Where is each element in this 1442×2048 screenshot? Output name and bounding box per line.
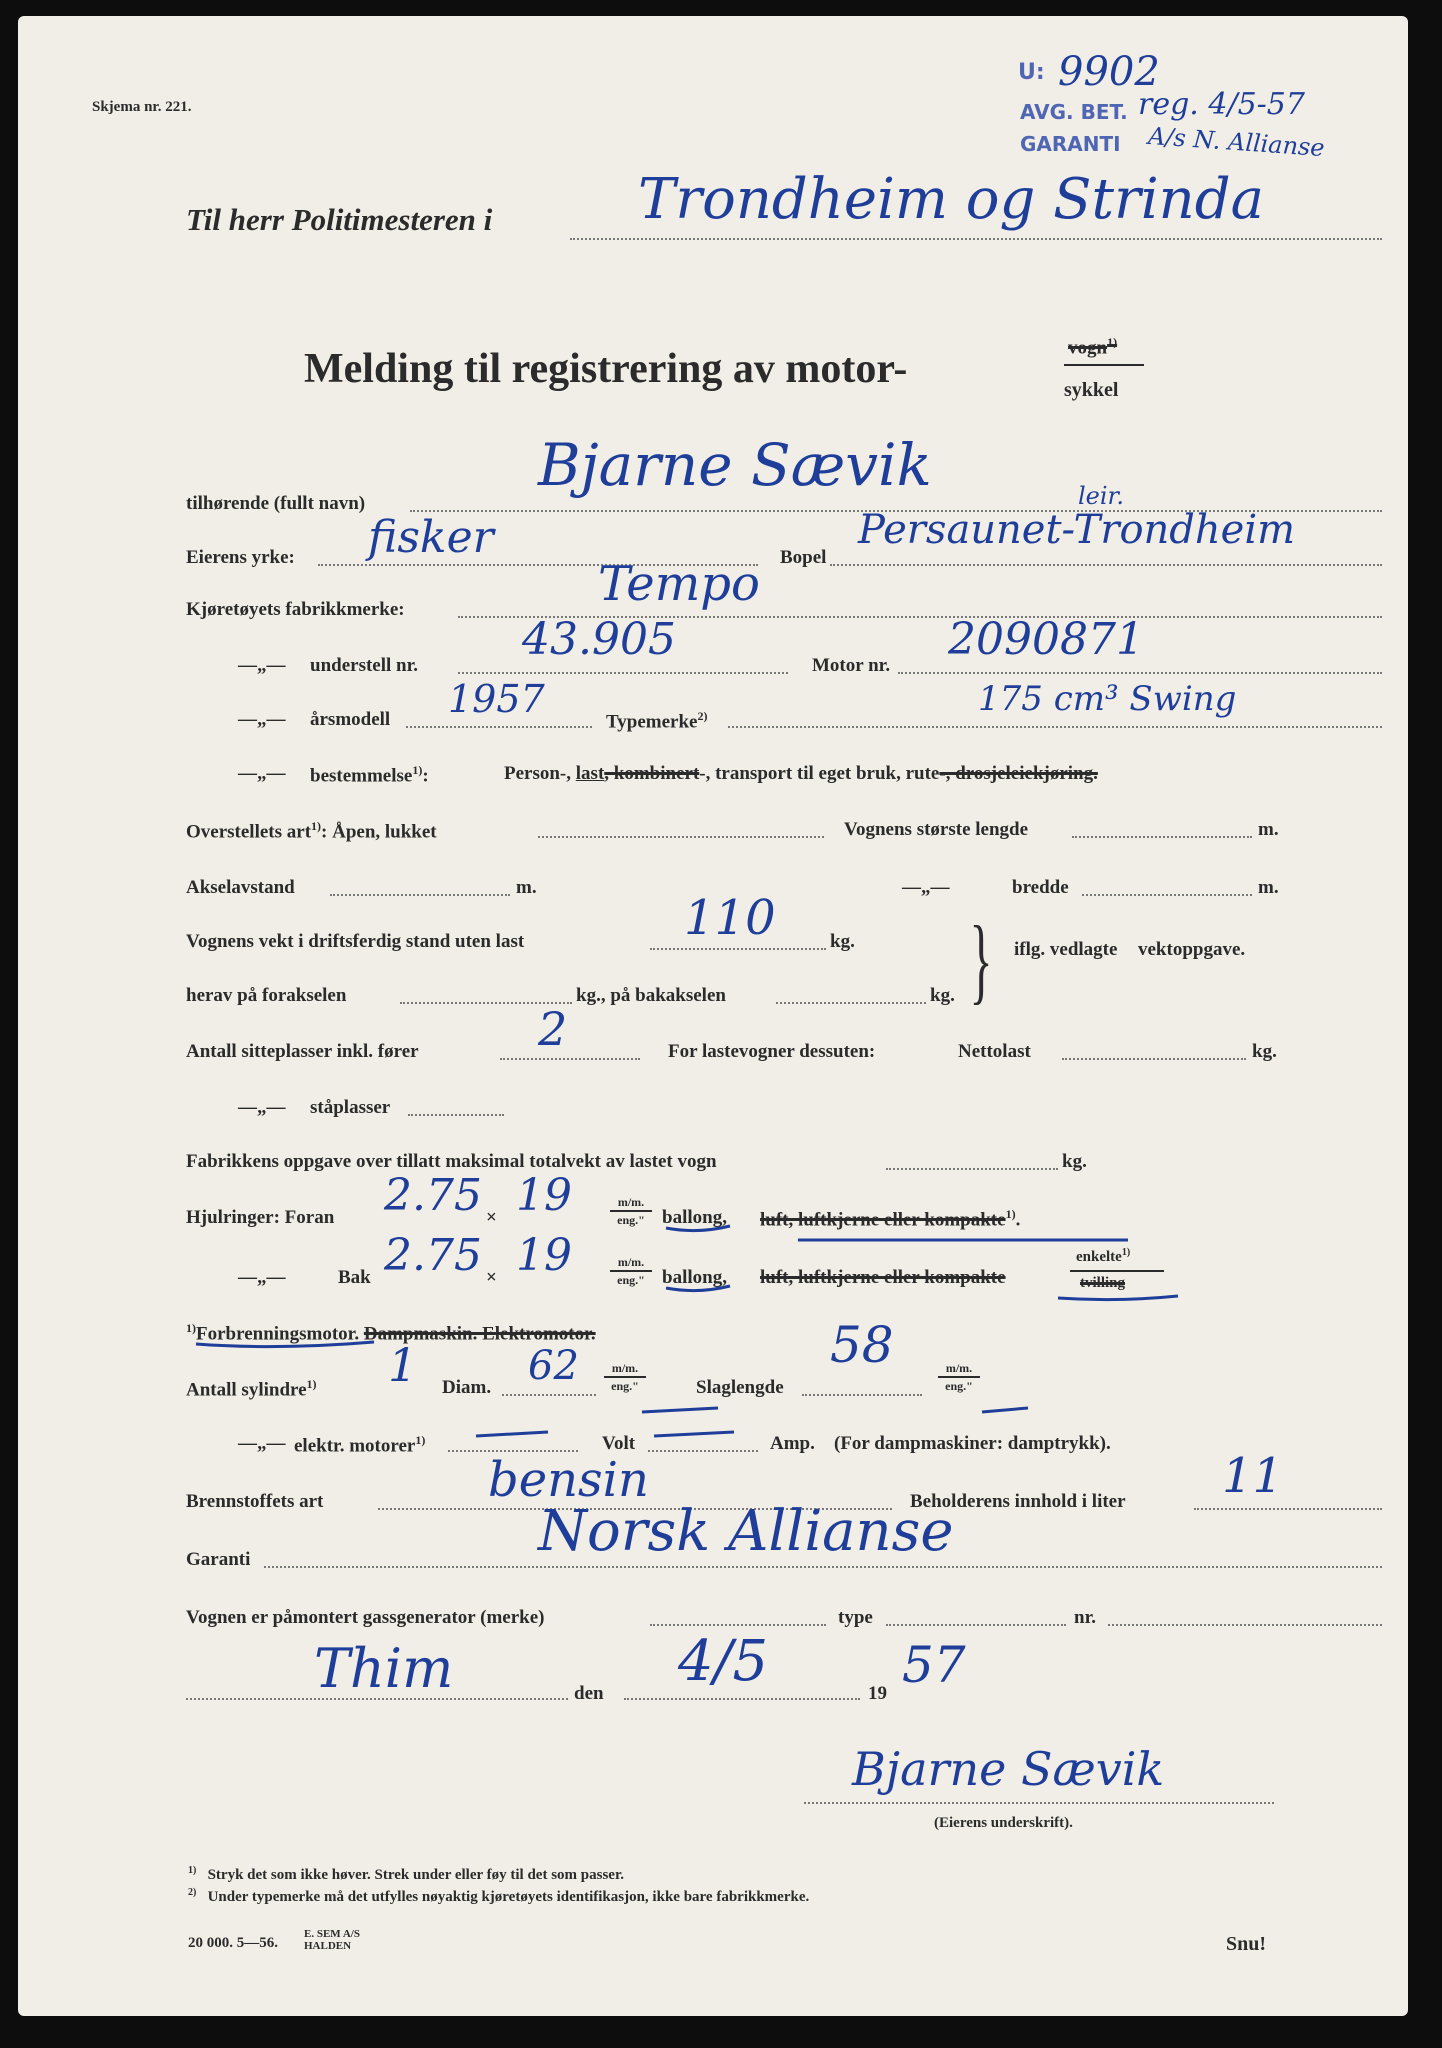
- date-value: 4/5: [678, 1629, 769, 1694]
- printer-mark: E. SEM A/S HALDEN: [304, 1928, 360, 1953]
- tank-value: 11: [1222, 1448, 1284, 1504]
- title-option-vogn: vogn$^{1)}$: [1068, 335, 1118, 359]
- engine-type: $^{1)}$Forbrenningsmotor. Dampmaskin. Elektromotor.: [186, 1321, 596, 1345]
- tank-label: Beholderens innhold i liter: [910, 1491, 1126, 1512]
- tires-rear-x: ×: [486, 1267, 497, 1288]
- form-title: Melding til registrering av motor-: [304, 346, 908, 392]
- tires-rear-size-a: 2.75: [384, 1230, 482, 1281]
- amp-label: Amp.: [770, 1433, 815, 1454]
- guarantee-value: Norsk Allianse: [538, 1499, 954, 1564]
- stroke-unit: m/m. eng.": [938, 1362, 980, 1392]
- tires-front-unit: m/m. eng.": [610, 1196, 652, 1226]
- tires-rear-balloon: ballong,: [662, 1267, 727, 1288]
- weight-bracket: }: [969, 906, 993, 1013]
- chassis-prefix: —„—: [238, 655, 286, 676]
- cylinders-value: 1: [388, 1338, 418, 1392]
- twin-strike-mark: [1058, 1296, 1178, 1300]
- tires-front-x: ×: [486, 1207, 497, 1228]
- occupation-value: fisker: [368, 512, 494, 563]
- tires-front-size-b: 19: [516, 1170, 572, 1221]
- owner-name-value: Bjarne Sævik: [538, 431, 932, 499]
- tires-front-label: Hjulringer: Foran: [186, 1207, 335, 1228]
- fuel-value: bensin: [488, 1452, 649, 1508]
- seats-label: Antall sitteplasser inkl. fører: [186, 1041, 419, 1062]
- residence-insert: leir.: [1078, 482, 1125, 510]
- tires-rear-twin: tvilling: [1080, 1275, 1126, 1291]
- chassis-value: 43.905: [522, 614, 676, 665]
- width-label: bredde: [1012, 877, 1069, 898]
- owner-name-label: tilhørende (fullt navn): [186, 493, 366, 514]
- axle-weight-unit1: kg., på bakakselen: [576, 985, 726, 1006]
- stroke-label: Slaglengde: [696, 1377, 784, 1398]
- stroke-unit-mark: [982, 1408, 1028, 1412]
- year-label: årsmodell: [310, 709, 391, 730]
- electric-prefix: —„—: [238, 1433, 286, 1454]
- guarantee-label: Garanti: [186, 1549, 251, 1570]
- weight-note-2: vektoppgave.: [1138, 939, 1246, 960]
- wheelbase-unit: m.: [516, 877, 537, 898]
- tires-rear-prefix: —„—: [238, 1267, 286, 1288]
- cargo-label: For lastevogner dessuten:: [668, 1041, 876, 1062]
- gas-generator-nr-label: nr.: [1074, 1607, 1097, 1628]
- make-label: Kjøretøyets fabrikkmerke:: [186, 599, 405, 620]
- tires-rear-label: Bak: [338, 1267, 371, 1288]
- purpose-label: bestemmelse$^{1)}$:: [310, 763, 429, 787]
- addressee-value: Trondheim og Strinda: [638, 167, 1264, 232]
- width-unit: m.: [1258, 877, 1279, 898]
- max-length-unit: m.: [1258, 819, 1279, 840]
- stamp-avg-bet: AVG. BET.: [1020, 100, 1128, 124]
- type-mark-label: Typemerke$^{2)}$: [606, 709, 708, 733]
- motor-nr-value: 2090871: [948, 614, 1144, 665]
- combustion-underline: [196, 1342, 374, 1347]
- type-mark-value: 175 cm³ Swing: [978, 679, 1237, 719]
- stamp-u-value: 9902: [1058, 49, 1160, 95]
- axle-weight-unit2: kg.: [930, 985, 955, 1006]
- tires-rear-other: luft, luftkjerne eller kompakte: [760, 1267, 1006, 1288]
- footnote-2: $^{2)}$ Under typemerke må det utfylles nøyaktig kjøretøyets identifikasjon, ikke bare fabrikkmerke.: [188, 1887, 810, 1905]
- gas-generator-type-label: type: [838, 1607, 873, 1628]
- electric-dash: [476, 1432, 548, 1436]
- signature-caption: (Eierens underskrift).: [934, 1815, 1073, 1831]
- year-suffix: 57: [902, 1636, 966, 1694]
- cylinders-label: Antall sylindre$^{1)}$: [186, 1377, 317, 1401]
- net-load-label: Nettolast: [958, 1041, 1031, 1062]
- date-label: den: [574, 1683, 604, 1704]
- motor-nr-label: Motor nr.: [812, 655, 891, 676]
- electric-note: (For dampmaskiner: damptrykk).: [834, 1433, 1111, 1454]
- weight-unit: kg.: [830, 931, 855, 952]
- body-type-label: Overstellets art$^{1)}$: Åpen, lukket: [186, 819, 437, 843]
- fuel-label: Brennstoffets art: [186, 1491, 324, 1512]
- weight-label: Vognens vekt i driftsferdig stand uten last: [186, 931, 525, 952]
- total-weight-label: Fabrikkens oppgave over tillatt maksimal totalvekt av lastet vogn: [186, 1151, 717, 1172]
- standing-prefix: —„—: [238, 1097, 286, 1118]
- residence-value: Persaunet-Trondheim: [858, 507, 1296, 553]
- year-prefix: —„—: [238, 709, 286, 730]
- title-option-sykkel: sykkel: [1064, 379, 1119, 401]
- diam-label: Diam.: [442, 1377, 492, 1398]
- residence-label: Bopel: [780, 547, 827, 568]
- tires-rear-size-b: 19: [516, 1230, 572, 1281]
- year-prefix-printed: 19: [868, 1683, 887, 1704]
- axle-weight-label: herav på forakselen: [186, 985, 347, 1006]
- stroke-value: 58: [830, 1316, 894, 1374]
- addressee-label: Til herr Politimesteren i: [186, 202, 493, 237]
- volt-label: Volt: [602, 1433, 636, 1454]
- seats-value: 2: [538, 1002, 568, 1056]
- rear-balloon-underline: [666, 1286, 730, 1291]
- make-value: Tempo: [598, 556, 760, 612]
- stamp-garanti-value: A/s N. Allianse: [1147, 121, 1326, 163]
- form-number: Skjema nr. 221.: [92, 99, 192, 115]
- tires-front-other: luft, luftkjerne eller kompakte$^{1)}$.: [760, 1207, 1021, 1231]
- occupation-label: Eierens yrke:: [186, 547, 295, 568]
- tires-front-size-a: 2.75: [384, 1170, 482, 1221]
- handwritten-marks: [18, 16, 1408, 2016]
- diam-value: 62: [528, 1343, 579, 1389]
- weight-value: 110: [684, 890, 776, 946]
- max-length-label: Vognens største lengde: [844, 819, 1029, 840]
- tires-rear-single: enkelte$^{1)}$: [1076, 1247, 1131, 1265]
- tires-front-balloon: ballong,: [662, 1207, 727, 1228]
- wheelbase-label: Akselavstand: [186, 877, 295, 898]
- total-weight-unit: kg.: [1062, 1151, 1087, 1172]
- footnote-1: $^{1)}$ Stryk det som ikke høver. Strek under eller føy til det som passer.: [188, 1865, 624, 1883]
- stamp-u-label: U:: [1018, 60, 1045, 85]
- purpose-prefix: —„—: [238, 763, 286, 784]
- stamp-avg-bet-value: reg. 4/5-57: [1138, 87, 1305, 122]
- front-balloon-underline: [666, 1226, 730, 1231]
- width-prefix: —„—: [902, 877, 950, 898]
- diam-unit: m/m. eng.": [604, 1362, 646, 1392]
- standing-label: ståplasser: [310, 1097, 391, 1118]
- print-info: 20 000. 5—56.: [188, 1935, 278, 1951]
- volt-dash: [654, 1432, 734, 1436]
- place-value: Thim: [314, 1637, 454, 1700]
- chassis-label: understell nr.: [310, 655, 419, 676]
- gas-generator-label: Vognen er påmontert gassgenerator (merke): [186, 1607, 545, 1628]
- weight-note-1: iflg. vedlagte: [1014, 939, 1118, 960]
- turn-over: Snu!: [1226, 1933, 1267, 1955]
- purpose-options: Person-, last, kombinert-, transport til eget bruk, rute-, drosjeleiekjøring.: [504, 763, 1098, 784]
- registration-form-sheet: [18, 16, 1408, 2016]
- net-load-unit: kg.: [1252, 1041, 1277, 1062]
- diam-unit-mark: [642, 1408, 718, 1412]
- tires-rear-unit: m/m. eng.": [610, 1256, 652, 1286]
- stamp-garanti: GARANTI: [1020, 132, 1121, 156]
- year-value: 1957: [448, 677, 545, 721]
- owner-signature: Bjarne Sævik: [852, 1742, 1165, 1796]
- electric-label: elektr. motorer$^{1)}$: [294, 1433, 426, 1457]
